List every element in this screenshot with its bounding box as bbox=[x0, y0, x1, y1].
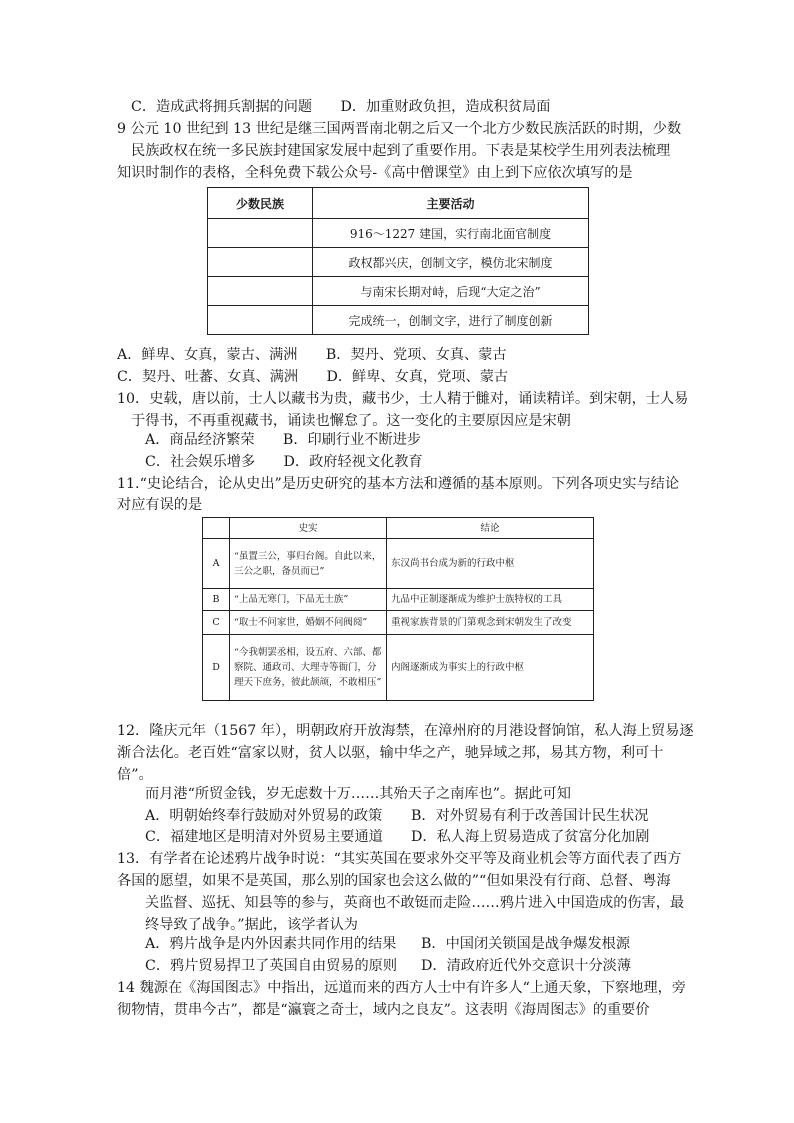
q9-table-blank-cell bbox=[208, 306, 313, 335]
q9-table-activity-cell: 与南宋长期对峙，后现“大定之治” bbox=[313, 277, 589, 306]
q11-stem-line2: 对应有误的是 bbox=[117, 497, 203, 513]
q13-option-b: B．中国闭关锁国是战争爆发根源 bbox=[421, 936, 631, 952]
q10-options-cd: C．社会娱乐增多 D．政府轻视文化教育 bbox=[145, 454, 423, 470]
q11-row-label: B bbox=[203, 589, 230, 611]
q8-options-cd: C．造成武将拥兵割据的问题 D．加重财政负担，造成积贫局面 bbox=[131, 99, 551, 115]
q11-fact-line: “今我朝罢丞相，设五府、六部、都 bbox=[234, 647, 382, 658]
q11-row-conclusion: 东汉尚书台成为新的行政中枢 bbox=[387, 539, 594, 589]
q11-stem-line1: 11.“史论结合，论从史出”是历史研究的基本方法和遵循的基本原则。下列各项史实与结论 bbox=[117, 476, 680, 492]
q13-option-c: C．鸦片贸易捍卫了英国自由贸易的原则 bbox=[145, 958, 398, 974]
q10-stem-line1: 10．史载，唐以前，士人以藏书为贵，藏书少，士人精于雠对，诵读精详。到宋朝，士人易 bbox=[117, 391, 689, 407]
q11-fact-line: 三公之职，备员而已” bbox=[234, 565, 325, 577]
q9-table-blank-cell bbox=[208, 277, 313, 306]
q11-table bbox=[202, 517, 594, 701]
q12-option-b: B．对外贸易有利于改善国计民生状况 bbox=[411, 808, 649, 824]
q12-option-c: C．福建地区是明清对外贸易主要通道 bbox=[145, 829, 383, 845]
q11-row-label: C bbox=[203, 611, 230, 635]
q9-table-activity-cell: 完成统一，创制文字，进行了制度创新 bbox=[313, 306, 589, 335]
q12-stem-line4: 而月港“所贸金钱，岁无虑数十万……其殆天子之南库也”。据此可知 bbox=[145, 786, 571, 802]
q14-stem-line2: 彻物情，贯串今古”，都是“瀛寰之奇士，域内之良友”。这表明《海周图志》的重要价 bbox=[117, 1002, 650, 1018]
q13-option-d: D．清政府近代外交意识十分淡薄 bbox=[421, 958, 632, 974]
q11-row-fact: “上品无寒门，下品无士族” bbox=[230, 589, 387, 611]
q9-options-cd: C．契丹、吐蕃、女真、满洲 D．鲜卑、女真，党项、蒙古 bbox=[117, 369, 509, 385]
q9-table-header-ethnic: 少数民族 bbox=[208, 188, 313, 219]
q11-table-corner bbox=[203, 518, 230, 539]
q13-option-a: A．鸦片战争是内外因素共同作用的结果 bbox=[145, 936, 397, 952]
q9-table-activity-cell: 政权都兴庆，创制文字，模仿北宋制度 bbox=[313, 248, 589, 277]
table-row bbox=[203, 635, 594, 701]
q11-table-header-conclusion: 结论 bbox=[387, 518, 594, 539]
table-row bbox=[208, 277, 589, 306]
q9-stem-line2: 民族政权在统一多民族封建国家发展中起到了重要作用。下表是某校学生用列表法梳理 bbox=[131, 143, 671, 159]
q11-fact-line: 察院、通政司、大理寺等衙门，分 bbox=[234, 662, 377, 673]
q12-stem-line3: 倍”。 bbox=[117, 767, 153, 783]
q11-row-conclusion: 九品中正制逐渐成为维护士族特权的工具 bbox=[387, 589, 594, 611]
table-row bbox=[203, 611, 594, 635]
q13-stem-line1: 13．有学者在论述鸦片战争时说：“其实英国在要求外交平等及商业机会等方面代表了西方 bbox=[117, 851, 682, 867]
q11-fact-line: 理天下庶务，彼此颉颃，不敢相压” bbox=[234, 677, 382, 688]
q9-table-blank-cell bbox=[208, 248, 313, 277]
table-row bbox=[203, 539, 594, 589]
q13-stem-line2: 各国的愿望，如果不是英国，那么别的国家也会这么做的”“但如果没有行商、总督、粤海 bbox=[117, 873, 671, 889]
q11-row-conclusion: 内阁逐渐成为事实上的行政中枢 bbox=[387, 635, 594, 701]
q9-table bbox=[207, 187, 589, 335]
q13-stem-line4: 终导致了战争。”据此，该学者认为 bbox=[145, 917, 358, 933]
q9-stem-line3: 知识时制作的表格，全科免费下载公众号-《高中僧课堂》由上到下应依次填写的是 bbox=[117, 165, 633, 181]
q12-option-a: A．明朝始终奉行鼓励对外贸易的政策 bbox=[145, 808, 383, 824]
q11-fact-line: “虽置三公，事归台阁。自此以来， bbox=[234, 550, 382, 562]
q9-options-ab: A．鲜卑、女真，蒙古、满洲 B．契丹、党项、女真、蒙古 bbox=[117, 347, 507, 363]
q9-table-blank-cell bbox=[208, 219, 313, 248]
q11-row-conclusion: 重视家族背景的门第观念到宋朝发生了改变 bbox=[387, 611, 594, 635]
q10-options-ab: A．商品经济繁荣 B．印刷行业不断进步 bbox=[145, 432, 422, 448]
q12-stem-line2: 渐合法化。老百姓“富家以财，贫人以驱，输中华之产，驰异域之邦，易其方物，利可十 bbox=[117, 745, 664, 761]
q14-stem-line1: 14 魏源在《海国图志》中指出，远道而来的西方人士中有许多人“上通天象，下察地理，旁 bbox=[117, 980, 686, 996]
q9-table-activity-cell: 916～1227 建国，实行南北面官制度 bbox=[313, 219, 589, 248]
table-row bbox=[208, 248, 589, 277]
q10-stem-line2: 于得书，不再重视藏书，诵读也懈怠了。这一变化的主要原因应是宋朝 bbox=[131, 413, 571, 429]
q11-row-fact bbox=[230, 635, 387, 701]
q9-table-header-activity: 主要活动 bbox=[313, 188, 589, 219]
table-row bbox=[208, 219, 589, 248]
table-row bbox=[203, 589, 594, 611]
q11-row-label: A bbox=[203, 539, 230, 589]
q11-row-fact bbox=[230, 539, 387, 589]
q12-stem-line1: 12．隆庆元年（1567 年），明朝政府开放海禁，在漳州府的月港设督饷馆，私人海上贸易逐 bbox=[117, 723, 694, 739]
q11-row-fact: “取士不问家世，婚姻不问阀阅” bbox=[230, 611, 387, 635]
q11-row-label: D bbox=[203, 635, 230, 701]
q12-option-d: D．私人海上贸易造成了贫富分化加剧 bbox=[411, 829, 650, 845]
q13-stem-line3: 关监督、巡抚、知县等的参与，英商也不敢铤而走险……鸦片进入中国造成的伤害，最 bbox=[145, 895, 685, 911]
table-row bbox=[208, 306, 589, 335]
q11-table-header-fact: 史实 bbox=[230, 518, 387, 539]
q9-stem-line1: 9 公元 10 世纪到 13 世纪是继三国两晋南北朝之后又一个北方少数民族活跃的时期，少数 bbox=[117, 121, 682, 137]
